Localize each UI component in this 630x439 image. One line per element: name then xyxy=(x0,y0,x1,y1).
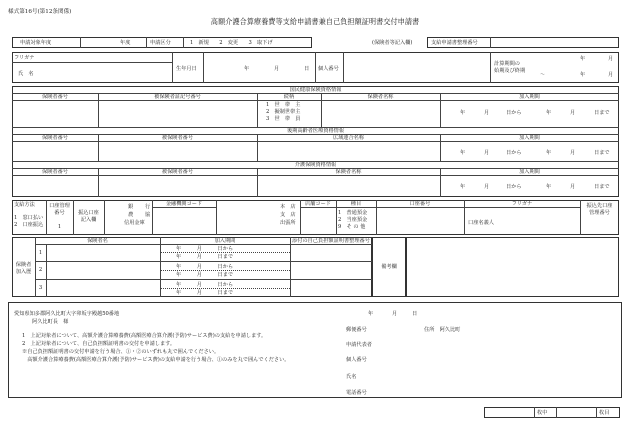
relation-option-2[interactable]: 2 擬制世帯主 xyxy=(266,109,301,115)
kokuho-insurer-no-header: 保険者番号 xyxy=(42,94,68,100)
account-type-other[interactable]: 9 そ の 他 xyxy=(338,224,366,230)
payment-method-window[interactable]: 1 窓口払い xyxy=(14,215,44,221)
kouki-to-day: 日まで xyxy=(594,150,610,156)
bank-code-header: 金融機関コード xyxy=(165,201,203,207)
history-row-to: 年 月 日まで xyxy=(176,290,234,296)
kaigo-insurer-no-header: 保険者番号 xyxy=(42,169,68,175)
furigana-label: フリガナ xyxy=(14,55,35,61)
shiten-label: 支 店 xyxy=(280,212,296,218)
birth-year-unit: 年 xyxy=(244,66,250,72)
period-start-year: 年 xyxy=(580,56,586,62)
kokuho-card-no-header: 被保険者証記号番号 xyxy=(154,94,201,100)
application-year-label: 申請対象年度 xyxy=(20,40,52,46)
payment-method-transfer[interactable]: 2 口座振込 xyxy=(14,222,44,228)
form-number: 様式第16号(第12条関係) xyxy=(8,9,72,15)
history-insurer-name-header: 保険者名 xyxy=(87,238,108,244)
kouki-section-title: 後期高齢者医療資格情報 xyxy=(286,128,345,134)
history-cert-header: 添付の自己負担額証明書整理番号 xyxy=(292,238,370,244)
application-kubun-label: 申請区分 xyxy=(150,40,171,46)
history-period-header: 加入期間 xyxy=(214,238,236,244)
history-row-no: 1 xyxy=(38,250,43,256)
birth-month-unit: 月 xyxy=(274,66,280,72)
apply-date-day: 日 xyxy=(412,311,418,317)
account-holder-label: 口座名義人 xyxy=(468,220,494,226)
history-left-label-2: 加入歴 xyxy=(15,269,32,275)
bank-char-kyou: 協 xyxy=(145,212,151,218)
kaigo-from-year: 年 xyxy=(460,184,466,190)
kokuho-relation-header: 続柄 xyxy=(283,94,295,100)
kokuho-period-header: 加入期間 xyxy=(519,94,540,100)
kouki-period-header: 加入期間 xyxy=(519,135,540,141)
period-end-month: 月 xyxy=(608,72,614,78)
recipient-address: 愛知県知多郡阿久比町大字卯坂字殿越50番地 xyxy=(14,311,120,317)
account-number-header: 口座番号 xyxy=(409,201,431,207)
kaigo-from-day: 日から xyxy=(506,184,522,190)
bank-char-gin: 銀 xyxy=(128,204,134,210)
payment-method-label: 支給方法 xyxy=(14,202,35,208)
dest-account-label-1: 振込先口座 xyxy=(586,203,613,209)
account-type-futsu[interactable]: 1 普通預金 xyxy=(338,210,368,216)
bank-char-nou: 農 xyxy=(128,212,134,218)
form-title: 高額介護合算療養費等支給申請書兼自己負担額証明書交付申請書 xyxy=(210,17,420,26)
period-label-1: 計算期間の xyxy=(494,61,520,67)
statement-line-1: 1 上記対象者について、高額介護合算療養費(高額医療合算介護(予防)サービス費)の支給を申請します。 xyxy=(22,333,267,339)
transfer-account-label-1: 振込口座 xyxy=(78,210,99,216)
insurer-entry-label: (保険者等記入欄) xyxy=(372,40,413,46)
statement-line-2: 2 上記対象者について、自己負担額証明書の交付を申請します。 xyxy=(22,341,176,347)
holder-furigana-header: フリガナ xyxy=(511,201,533,207)
shinyo-kinko-label: 信用金庫 xyxy=(124,220,145,226)
bikou-content[interactable] xyxy=(406,237,619,297)
account-manage-label-1: 口座管理 xyxy=(49,203,70,209)
bikou-label: 備考欄 xyxy=(381,264,397,270)
page-total-label: 枚中 xyxy=(537,410,548,416)
kaigo-to-month: 月 xyxy=(570,184,576,190)
applicant-label: 申請代表者 xyxy=(346,342,372,348)
period-tilde: ～ xyxy=(540,72,546,78)
kouki-insurer-no-header: 保険者番号 xyxy=(42,135,68,141)
kokuho-insurer-name-header: 保険者名称 xyxy=(367,94,394,100)
kouki-union-name-header: 広域連合名称 xyxy=(332,135,365,141)
kokuho-from-day: 日から xyxy=(506,110,522,116)
seiri-number-label: 支給申請書整理番号 xyxy=(431,40,478,46)
name-label: 氏 名 xyxy=(18,71,34,77)
account-manage-label-2: 番号 xyxy=(54,210,65,216)
bank-char-kou: 行 xyxy=(145,204,151,210)
kokuho-to-month: 月 xyxy=(570,110,576,116)
history-row-no: 2 xyxy=(38,267,43,273)
kaigo-section-title: 介護保険資格情報 xyxy=(294,162,337,168)
applicant-phone-label: 電話番号 xyxy=(346,390,367,396)
kouki-from-month: 月 xyxy=(484,150,490,156)
kaigo-period-header: 加入期間 xyxy=(519,169,540,175)
history-row-from: 年 月 日から xyxy=(176,246,234,252)
history-row-no: 3 xyxy=(38,285,43,291)
period-end-year: 年 xyxy=(580,72,586,78)
kouki-card-no-header: 被保険者番号 xyxy=(161,135,194,141)
statement-note-1: ※自己負担額証明書の交付申請を行う場合、①・②のいずれも丸で囲んでください。 xyxy=(22,349,220,355)
kouki-from-year: 年 xyxy=(460,150,466,156)
account-type-touza[interactable]: 2 当座預金 xyxy=(338,217,368,223)
page-current-label: 枚目 xyxy=(599,410,610,416)
relation-option-3[interactable]: 3 世 帯 員 xyxy=(266,116,301,122)
applicant-kojin-label: 個人番号 xyxy=(346,357,367,363)
application-kubun-options[interactable]: 1 新規 2 変更 3 取下げ xyxy=(190,40,273,46)
recipient-mayor: 阿久比町長 様 xyxy=(32,319,69,325)
period-start-month: 月 xyxy=(608,56,614,62)
statement-note-2: 高額介護合算療養費(高額医療合算介護(予防)サービス費)の支給申請を行う場合、①のみを丸で囲んでください。 xyxy=(22,357,290,363)
kaigo-insurer-name-header: 保険者名称 xyxy=(335,169,362,175)
history-row-to: 年 月 日まで xyxy=(176,254,234,260)
branch-code-header: 店舗コード xyxy=(305,201,331,207)
relation-option-1[interactable]: 1 世 帯 主 xyxy=(266,102,301,108)
history-row-from: 年 月 日から xyxy=(176,264,234,270)
birth-day-unit: 日 xyxy=(304,66,310,72)
kaigo-from-month: 月 xyxy=(484,184,490,190)
apply-date-month: 月 xyxy=(392,311,398,317)
kokuho-to-day: 日まで xyxy=(594,110,610,116)
period-label-2: 始期及び終期 xyxy=(494,68,526,74)
history-left-label-1: 保険者 xyxy=(15,262,32,268)
account-type-header: 種目 xyxy=(350,201,362,207)
transfer-account-no: 1 xyxy=(57,224,62,230)
applicant-name-label: 氏名 xyxy=(346,374,357,380)
transfer-account-label-2: 記入欄 xyxy=(80,217,97,223)
kokuho-from-month: 月 xyxy=(484,110,490,116)
kaigo-to-year: 年 xyxy=(546,184,552,190)
kokuho-from-year: 年 xyxy=(460,110,466,116)
kaigo-to-day: 日まで xyxy=(594,184,610,190)
shutchojo-label: 出張所 xyxy=(280,220,296,226)
history-row-to: 年 月 日まで xyxy=(176,272,234,278)
birth-date-label: 生年月日 xyxy=(176,66,197,72)
kojin-number-label: 個人番号 xyxy=(318,66,339,72)
kaigo-card-no-header: 被保険者番号 xyxy=(161,169,194,175)
kokuho-section-title: 国民健康保険資格情報 xyxy=(289,87,342,93)
nendo-label: 年度 xyxy=(120,40,131,46)
dest-account-label-2: 管理番号 xyxy=(589,210,610,216)
postal-code-label: 郵便番号 xyxy=(346,327,367,333)
honten-label: 本 店 xyxy=(280,204,296,210)
history-row-from: 年 月 日から xyxy=(176,282,234,288)
apply-date-year: 年 xyxy=(368,311,374,317)
kouki-to-year: 年 xyxy=(546,150,552,156)
kouki-to-month: 月 xyxy=(570,150,576,156)
kouki-from-day: 日から xyxy=(506,150,522,156)
kokuho-to-year: 年 xyxy=(546,110,552,116)
address-label: 住所 阿久比町 xyxy=(424,327,461,333)
